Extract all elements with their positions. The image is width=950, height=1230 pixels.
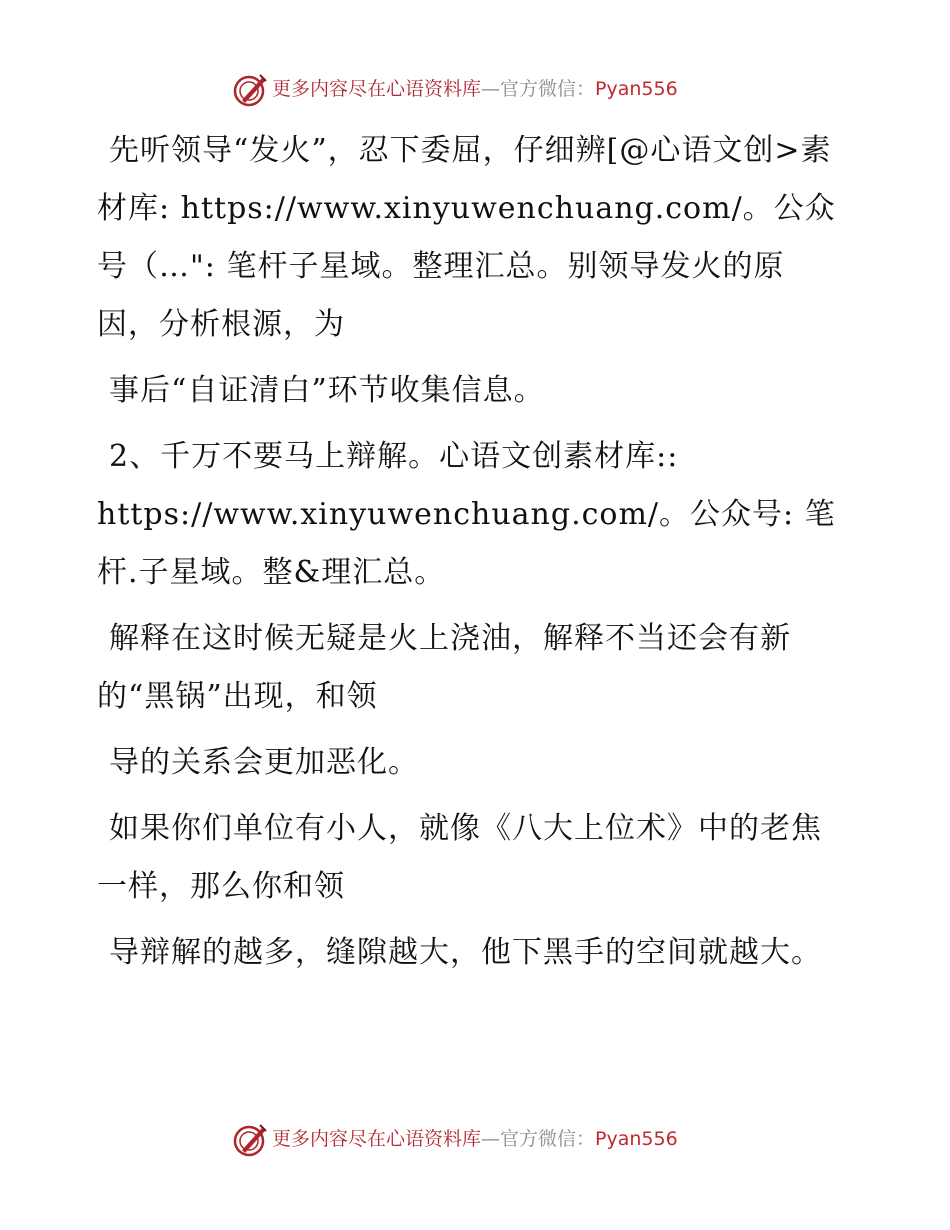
header-promo-line [272,76,678,102]
footer-promo-line [272,1126,678,1152]
pen-logo-icon [232,72,268,108]
footer-banner [0,1120,950,1160]
paragraph-6: 如果你们单位有小人，就像《八大上位术》中的老焦一样，那么你和领 [97,811,822,904]
footer-promo-text: 更多内容尽在心语资料库 [272,1128,482,1150]
header-banner [0,70,950,110]
pen-logo-icon [232,1122,268,1158]
footer-wechat-label: 官方微信： [500,1128,596,1150]
paragraph-7: 导辩解的越多，缝隙越大，他下黑手的空间就越大。 [109,935,822,970]
paragraph-1: 先听领导“发火”，忍下委屈，仔细辨[@心语文创>素材库: https://www.xinyuwenchuang.com/。公众号（…": 笔杆子星域。整理汇总。别领导发火的原因，分析根源，为 [97,133,836,342]
header-wechat-id: Pyan556 [595,78,678,100]
header-wechat-label: 官方微信： [500,78,596,100]
header-promo-text: 更多内容尽在心语资料库 [272,78,482,100]
footer-wechat-id: Pyan556 [595,1128,678,1150]
paragraph-4: 解释在这时候无疑是火上浇油，解释不当还会有新的“黑锅”出现，和领 [97,621,791,714]
document-body [97,122,837,990]
footer-separator: — [481,1128,501,1150]
paragraph-2: 事后“自证清白”环节收集信息。 [109,373,545,408]
paragraph-3: 2、千万不要马上辩解。心语文创素材库:: https://www.xinyuwenchuang.com/。公众号: 笔杆.子星域。整&理汇总。 [97,439,836,590]
paragraph-5: 导的关系会更加恶化。 [109,745,419,780]
header-separator: — [481,78,501,100]
